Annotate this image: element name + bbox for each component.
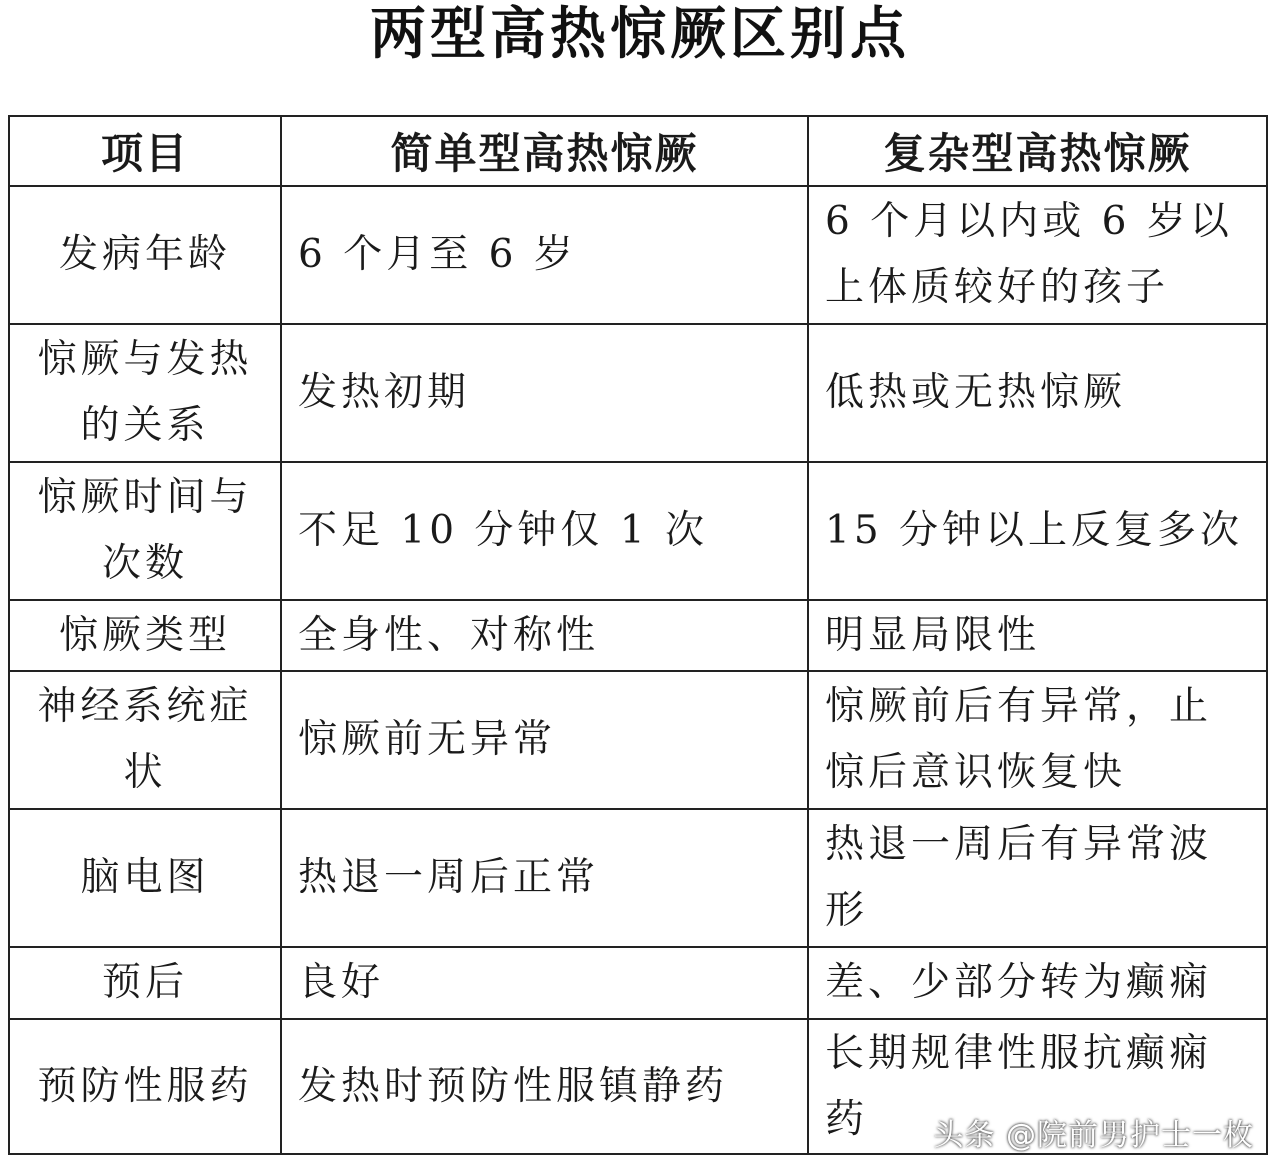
row-item: 惊厥与发热的关系 [9, 324, 281, 462]
table-row [9, 947, 1267, 1019]
comparison-table [8, 115, 1268, 1155]
row-item: 神经系统症状 [9, 671, 281, 809]
row-simple: 热退一周后正常 [281, 809, 808, 947]
table-row [9, 809, 1267, 947]
watermark: 头条 @院前男护士一枚 [933, 1118, 1254, 1153]
row-item: 脑电图 [9, 809, 281, 947]
table-header-row [9, 116, 1267, 186]
row-simple: 发热初期 [281, 324, 808, 462]
table-row [9, 600, 1267, 671]
row-complex: 明显局限性 [808, 600, 1267, 671]
table-row [9, 671, 1267, 809]
row-item: 预防性服药 [9, 1019, 281, 1154]
row-item: 惊厥类型 [9, 600, 281, 671]
header-item: 项目 [9, 116, 281, 186]
table-row [9, 186, 1267, 324]
row-complex: 热退一周后有异常波形 [808, 809, 1267, 947]
row-complex: 长期规律性服抗癫痫药 [808, 1019, 1267, 1154]
row-item: 惊厥时间与次数 [9, 462, 281, 600]
table-row [9, 324, 1267, 462]
row-complex: 惊厥前后有异常，止惊后意识恢复快 [808, 671, 1267, 809]
page-title: 两型高热惊厥区别点 [370, 2, 910, 67]
row-simple: 全身性、对称性 [281, 600, 808, 671]
row-item: 预后 [9, 947, 281, 1019]
header-complex: 复杂型高热惊厥 [808, 116, 1267, 186]
row-simple: 不足 10 分钟仅 1 次 [281, 462, 808, 600]
row-simple: 惊厥前无异常 [281, 671, 808, 809]
row-complex: 6 个月以内或 6 岁以上体质较好的孩子 [808, 186, 1267, 324]
row-complex: 差、少部分转为癫痫 [808, 947, 1267, 1019]
row-item: 发病年龄 [9, 186, 281, 324]
row-simple: 发热时预防性服镇静药 [281, 1019, 808, 1154]
row-simple: 良好 [281, 947, 808, 1019]
row-complex: 低热或无热惊厥 [808, 324, 1267, 462]
row-complex: 15 分钟以上反复多次 [808, 462, 1267, 600]
table-row [9, 462, 1267, 600]
row-simple: 6 个月至 6 岁 [281, 186, 808, 324]
header-simple: 简单型高热惊厥 [281, 116, 808, 186]
